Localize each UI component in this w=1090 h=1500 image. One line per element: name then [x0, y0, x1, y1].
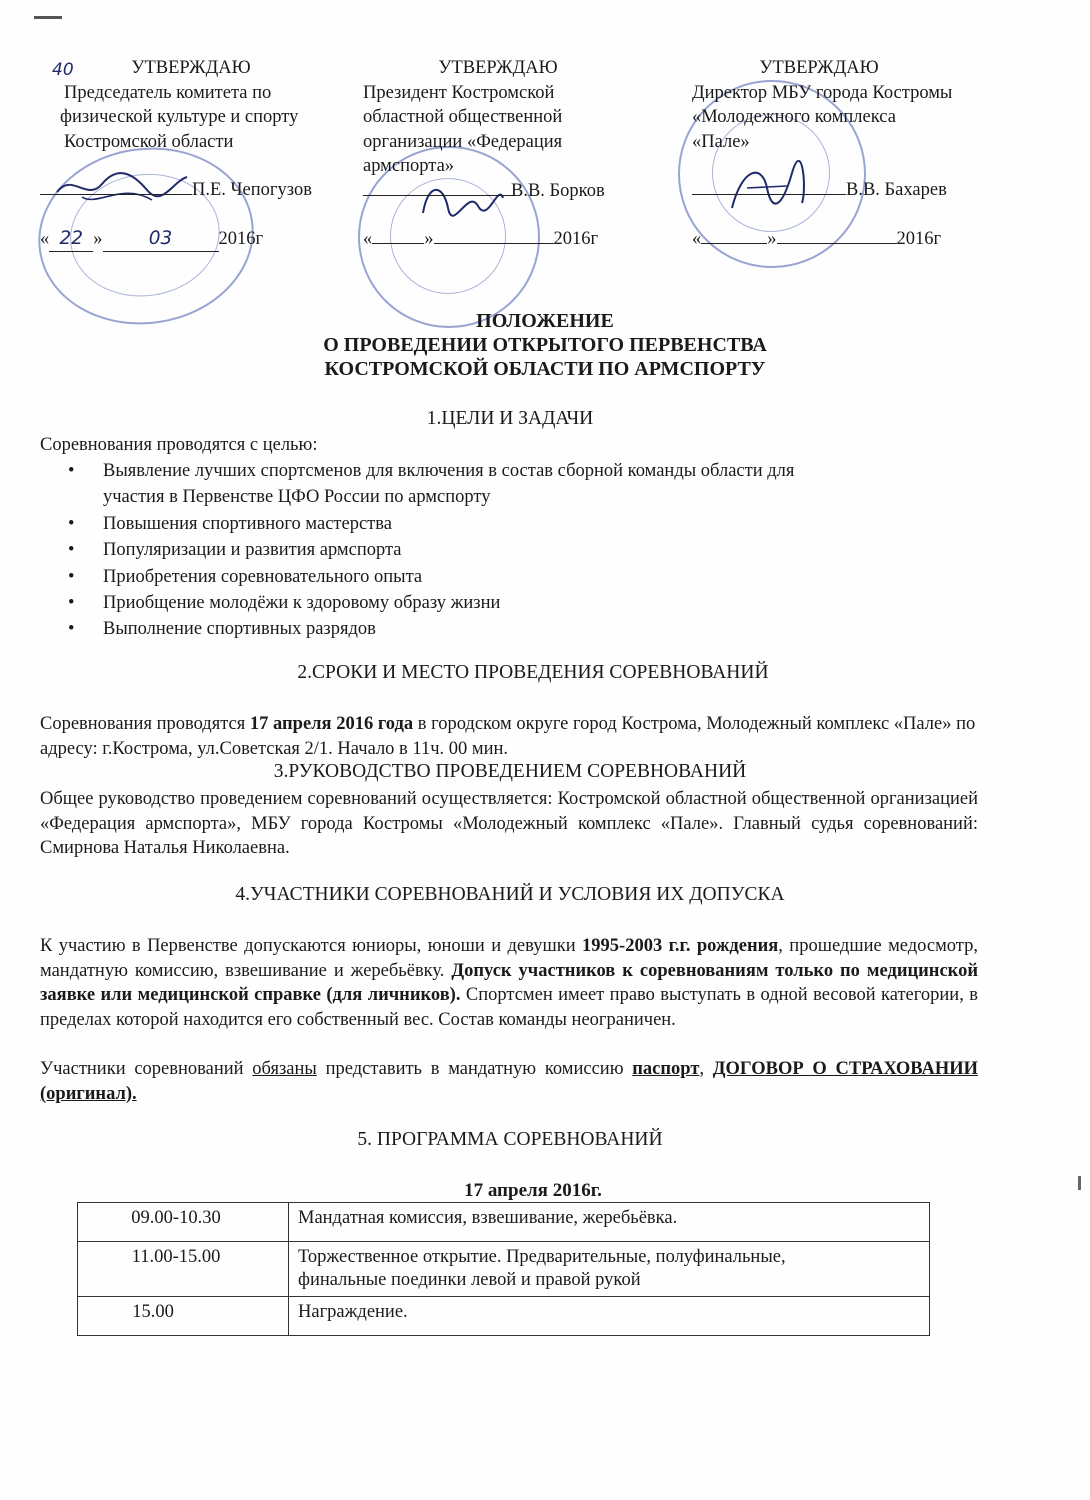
scan-mark	[34, 16, 62, 19]
handwritten-note: 40	[52, 60, 74, 80]
scan-mark	[1078, 1176, 1081, 1190]
section-heading-program: 5. ПРОГРАММА СОРЕВНОВАНИЙ	[357, 1129, 663, 1150]
table-cell-event: Торжественное открытие. Предварительные, полуфинальные, финальные поединки левой и правой рукой	[289, 1242, 930, 1297]
section-heading-dates-place: 2.СРОКИ И МЕСТО ПРОВЕДЕНИЯ СОРЕВНОВАНИЙ	[297, 662, 769, 683]
section-heading-goals: 1.ЦЕЛИ И ЗАДАЧИ	[426, 408, 594, 429]
table-cell-event: Мандатная комиссия, взвешивание, жеребьёвка.	[289, 1203, 930, 1242]
approver-position: Директор МБУ города Костромы «Молодежного комплекса «Пале»	[692, 82, 953, 152]
section-text-dates-place: Соревнования проводятся 17 апреля 2016 года в городском округе город Кострома, Молодежный комплекс «Пале» по адресу: г.Кострома, ул.Советская 2/1. Начало в 11ч. 00 мин.	[40, 714, 976, 759]
section-text-participants: К участию в Первенстве допускаются юниоры, юноши и девушки 1995-2003 г.г. рождения, прошедшие медосмотр, мандатную комиссию, взвешивание и жеребьёвку. Допуск участников к соревнованиям только по медицинской заявке или медицинской справке (для личников). Спортсмен имеет право выступать в одной весовой категории, в пределах которой находится его собственный вес. Состав команды неограничен.	[40, 936, 978, 1030]
program-table	[77, 1202, 930, 1336]
approver-position: Председатель комитета по физической культуре и спорту Костромской области	[60, 82, 299, 152]
list-item: • Повышения спортивного мастерства	[66, 511, 794, 537]
list-item: • Приобретения соревновательного опыта	[66, 564, 794, 590]
approver-name: В.В. Борков	[511, 180, 605, 201]
approver-name: В.В. Бахарев	[846, 180, 947, 200]
approver-signature-line	[363, 179, 653, 204]
approval-label: УТВЕРЖДАЮ	[759, 58, 879, 78]
approval-block-youth-complex	[692, 56, 1012, 251]
list-item: • Выявление лучших спортсменов для включения в состав сборной команды области для участия в Первенстве ЦФО России по армспорту	[66, 458, 794, 511]
section-heading-participants: 4.УЧАСТНИКИ СОРЕВНОВАНИЙ И УСЛОВИЯ ИХ ДОПУСКА	[235, 884, 785, 905]
list-item: • Приобщение молодёжи к здоровому образу жизни	[66, 590, 794, 616]
table-cell-time: 15.00	[78, 1297, 289, 1336]
approval-block-federation	[363, 56, 653, 252]
approval-block-committee	[40, 56, 350, 252]
section-text-documents: Участники соревнований обязаны представить в мандатную комиссию паспорт, ДОГОВОР О СТРАХОВАНИИ (оригинал).	[40, 1059, 979, 1104]
table-cell-event: Награждение.	[289, 1297, 930, 1336]
table-cell-time: 11.00-15.00	[78, 1242, 289, 1297]
approver-position: Президент Костромской областной общественной организации «Федерация армспорта»	[363, 82, 563, 176]
section-heading-management: 3.РУКОВОДСТВО ПРОВЕДЕНИЕМ СОРЕВНОВАНИЙ	[273, 761, 747, 782]
approval-label: УТВЕРЖДАЮ	[438, 58, 558, 78]
table-row	[78, 1203, 930, 1242]
program-date: 17 апреля 2016г.	[464, 1180, 602, 1201]
section-intro: Соревнования проводятся с целью:	[40, 435, 318, 455]
table-row	[78, 1242, 930, 1297]
approval-date: « 22 » 03 2016г	[40, 227, 350, 253]
list-item: • Выполнение спортивных разрядов	[66, 616, 794, 642]
table-row	[78, 1297, 930, 1336]
section-text-management: Общее руководство проведением соревнований осуществляется: Костромской областной общественной организацией «Федерация армспорта», МБУ города Костромы «Молодежный комплекс «Пале». Главный судья соревнований: Смирнова Наталья Николаевна.	[40, 789, 978, 858]
approver-signature-line	[692, 178, 1012, 203]
approver-name: П.Е. Чепогузов	[192, 180, 312, 200]
approver-signature-line	[40, 178, 350, 203]
document-title: ПОЛОЖЕНИЕ О ПРОВЕДЕНИИ ОТКРЫТОГО ПЕРВЕНСТВА КОСТРОМСКОЙ ОБЛАСТИ ПО АРМСПОРТУ	[323, 310, 767, 380]
approval-label: УТВЕРЖДАЮ	[131, 58, 251, 78]
list-item: • Популяризации и развития армспорта	[66, 537, 794, 563]
goals-list	[66, 458, 794, 643]
approval-date: « » 2016г	[363, 229, 599, 249]
approval-date: « » 2016г	[692, 228, 942, 249]
table-cell-time: 09.00-10.30	[78, 1203, 289, 1242]
